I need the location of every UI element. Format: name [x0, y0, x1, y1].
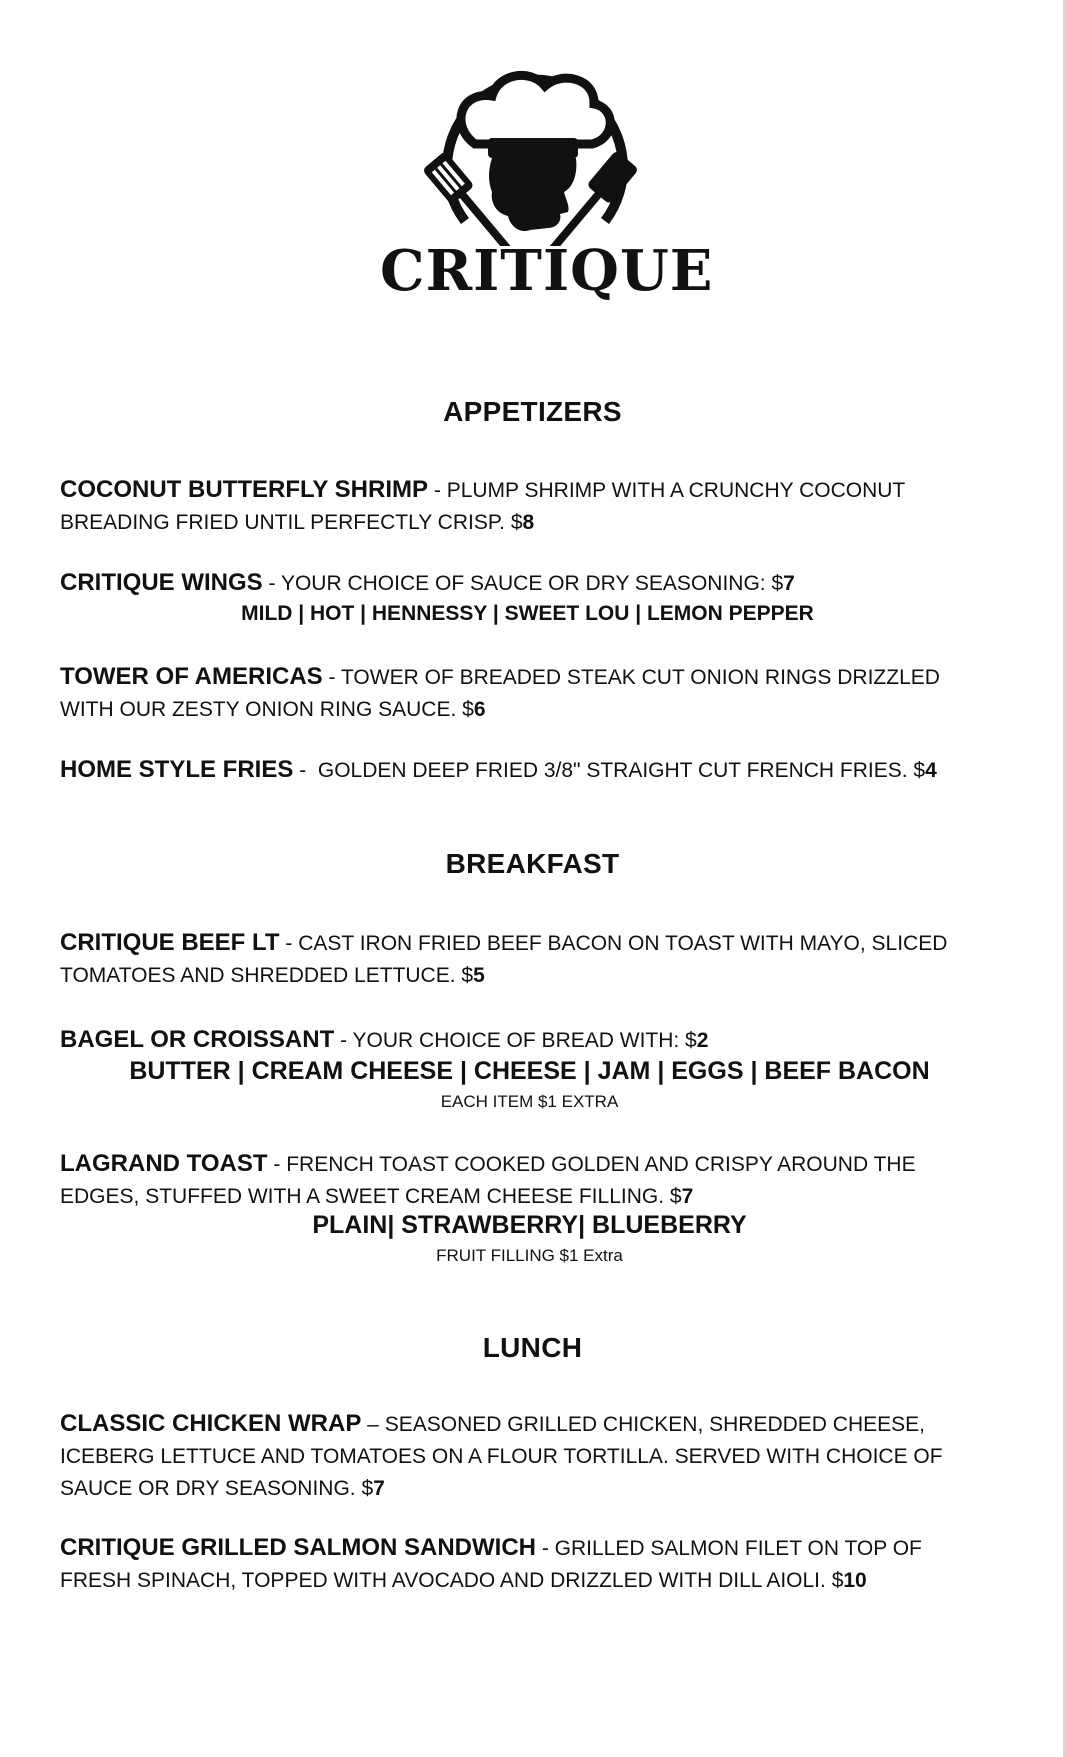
item-name: CRITIQUE BEEF LT [60, 929, 280, 956]
item-description: YOUR CHOICE OF BREAD WITH: $ [352, 1029, 697, 1052]
item-description: SEASONED GRILLED CHICKEN, SHREDDED CHEESE, ICEBERG LETTUCE AND TOMATOES ON A FLOUR TORTILLA. SERVED WITH CHOICE OF SAUCE OR DRY SEASONING. $ [60, 1413, 943, 1500]
item-name: LAGRAND TOAST [60, 1150, 268, 1177]
item-separator: – [361, 1413, 385, 1436]
item-price: 5 [473, 964, 485, 987]
toast-note: FRUIT FILLING $1 Extra [436, 1246, 623, 1265]
item-separator: - [334, 1029, 353, 1052]
item-description: FRENCH TOAST COOKED GOLDEN AND CRISPY AROUND THE EDGES, STUFFED WITH A SWEET CREAM CHEESE FILLING. $ [60, 1153, 916, 1208]
item-separator: - [267, 1153, 287, 1176]
menu-item-lagrand-toast [60, 1148, 980, 1213]
item-name: CRITIQUE WINGS [60, 569, 263, 596]
item-separator: - [293, 759, 318, 782]
item-description: YOUR CHOICE OF SAUCE OR DRY SEASONING: $ [280, 572, 784, 595]
wings-options: MILD | HOT | HENNESSY | SWEET LOU | LEMON PEPPER [241, 602, 814, 625]
menu-item-critique-beef-lt [60, 927, 980, 992]
menu-item-critique-wings [60, 567, 980, 600]
item-name: BAGEL OR CROISSANT [60, 1026, 335, 1053]
menu-item-bagel-or-croissant [60, 1024, 980, 1057]
item-separator: - [262, 572, 281, 595]
item-name: HOME STYLE FRIES [60, 756, 294, 783]
section-title-appetizers: APPETIZERS [443, 396, 622, 427]
bagel-note: EACH ITEM $1 EXTRA [440, 1092, 619, 1111]
item-name: TOWER OF AMERICAS [60, 663, 323, 690]
item-separator: - [279, 932, 299, 955]
menu-item-coconut-butterfly-shrimp [60, 474, 980, 539]
toast-options: PLAIN| STRAWBERRY| BLUEBERRY [312, 1211, 747, 1239]
item-separator: - [428, 479, 447, 502]
item-description: CAST IRON FRIED BEEF BACON ON TOAST WITH MAYO, SLICED TOMATOES AND SHREDDED LETTUCE. $ [60, 932, 948, 987]
menu-item-critique-grilled-salmon-sandwich [60, 1532, 980, 1597]
item-price: 6 [473, 698, 486, 721]
item-description: TOWER OF BREADED STEAK CUT ONION RINGS DRIZZLED WITH OUR ZESTY ONION RING SAUCE. $ [60, 666, 940, 721]
item-price: 7 [783, 572, 795, 595]
item-separator: - [535, 1537, 555, 1560]
critique-logo [380, 66, 714, 316]
item-price: 2 [696, 1029, 709, 1052]
item-price: 4 [925, 759, 937, 782]
item-price: 10 [843, 1569, 867, 1592]
item-description: GOLDEN DEEP FRIED 3/8" STRAIGHT CUT FRENCH FRIES. $ [317, 759, 926, 782]
logo-wordmark: CRITIQUE [380, 238, 714, 304]
section-title-breakfast: BREAKFAST [445, 848, 620, 879]
item-price: 7 [373, 1477, 385, 1500]
menu-item-classic-chicken-wrap [60, 1408, 980, 1505]
item-name: CRITIQUE GRILLED SALMON SANDWICH [60, 1534, 536, 1561]
item-name: COCONUT BUTTERFLY SHRIMP [60, 476, 429, 503]
bagel-options: BUTTER | CREAM CHEESE | CHEESE | JAM | EGGS | BEEF BACON [129, 1057, 930, 1085]
item-name: CLASSIC CHICKEN WRAP [60, 1410, 362, 1437]
chef-icon [380, 66, 690, 246]
item-price: 7 [681, 1185, 694, 1208]
item-price: 8 [522, 511, 535, 534]
item-description: GRILLED SALMON FILET ON TOP OF FRESH SPINACH, TOPPED WITH AVOCADO AND DRIZZLED WITH DILL AIOLI. $ [60, 1537, 922, 1592]
item-description: PLUMP SHRIMP WITH A CRUNCHY COCONUT BREADING FRIED UNTIL PERFECTLY CRISP. $ [60, 479, 905, 534]
section-title-lunch: LUNCH [482, 1332, 583, 1363]
menu-item-tower-of-americas [60, 661, 980, 726]
item-separator: - [322, 666, 341, 689]
menu-item-home-style-fries [60, 754, 980, 787]
